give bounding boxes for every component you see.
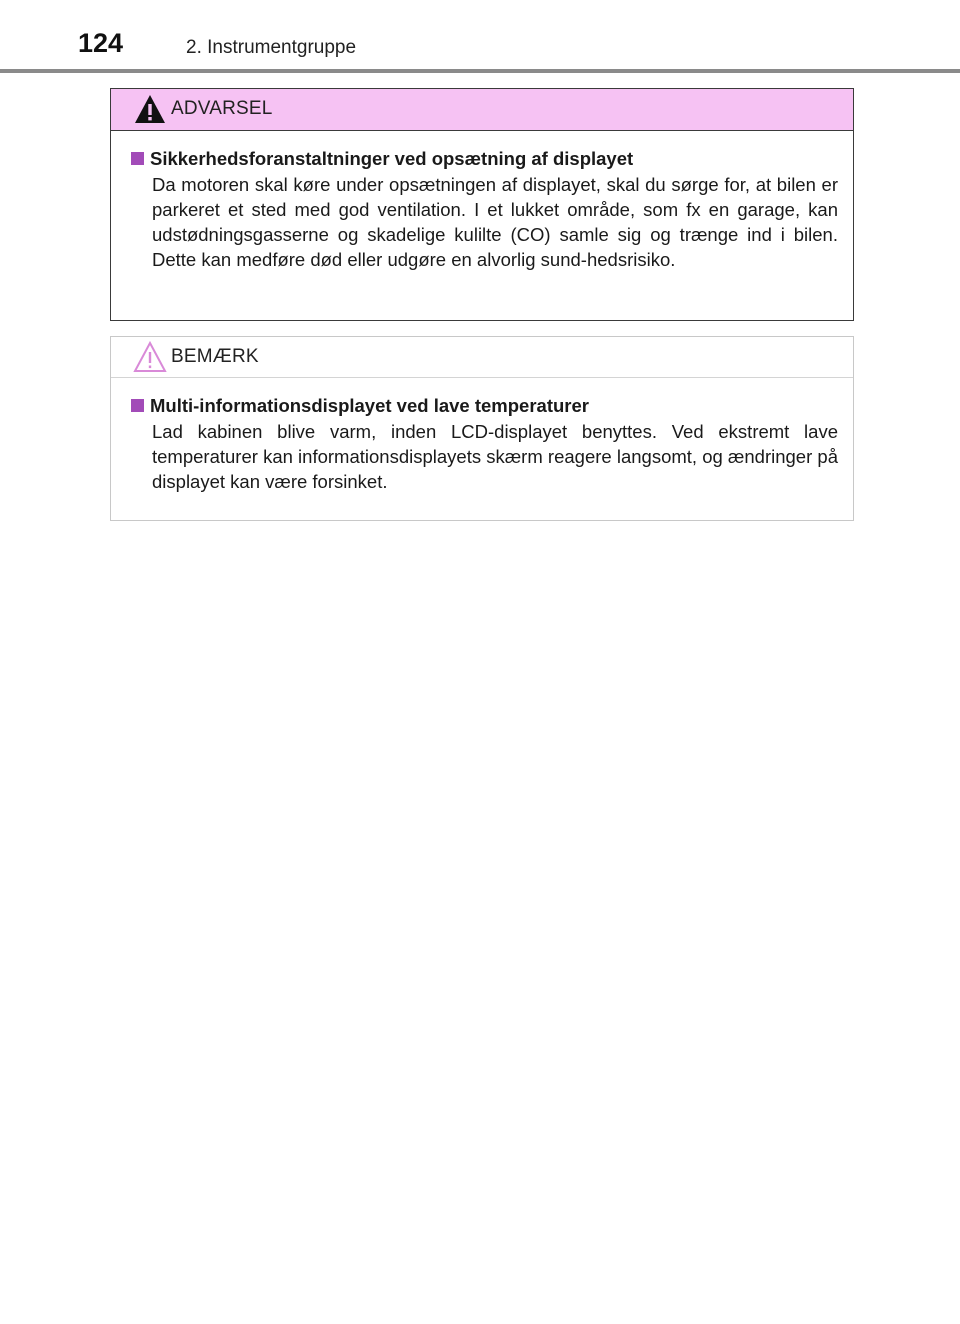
warning-box — [110, 88, 854, 321]
notice-item-title — [131, 392, 838, 419]
notice-header — [111, 337, 853, 378]
header-divider — [0, 69, 960, 73]
notice-box — [110, 336, 854, 521]
notice-item — [111, 378, 853, 494]
warning-item-title — [131, 145, 838, 172]
warning-header — [111, 89, 853, 131]
section-title: 2. Instrumentgruppe — [186, 37, 357, 58]
caution-triangle-outline-icon — [133, 341, 167, 373]
page-number: 124 — [78, 28, 124, 58]
notice-label: BEMÆRK — [171, 346, 259, 367]
square-bullet-icon — [131, 399, 144, 412]
warning-item-body: Da motoren skal køre under opsætningen af displayet, skal du sørge for, at bilen er parkeret et sted med god ventilation. I et lukket område, som fx en garage, kan udstødningsgasserne og skadelige kulilte (CO) samle sig og trænge ind i bilen. Dette kan medføre død eller udgøre en alvorlig sund-hedsrisiko. — [152, 174, 838, 270]
square-bullet-icon — [131, 152, 144, 165]
notice-item-title-text: Multi-informationsdisplayet ved lave temperaturer — [150, 395, 589, 416]
warning-item-title-text: Sikkerhedsforanstaltninger ved opsætning af displayet — [150, 148, 634, 169]
warning-triangle-icon — [133, 93, 167, 125]
page-header — [0, 0, 960, 74]
notice-item-body: Lad kabinen blive varm, inden LCD-displayet benyttes. Ved ekstremt lave temperaturer kan informationsdisplayets skærm reagere langsomt, og ændringer på displayet kan være forsinket. — [152, 421, 838, 492]
warning-label: ADVARSEL — [171, 98, 273, 119]
warning-item — [111, 131, 853, 272]
